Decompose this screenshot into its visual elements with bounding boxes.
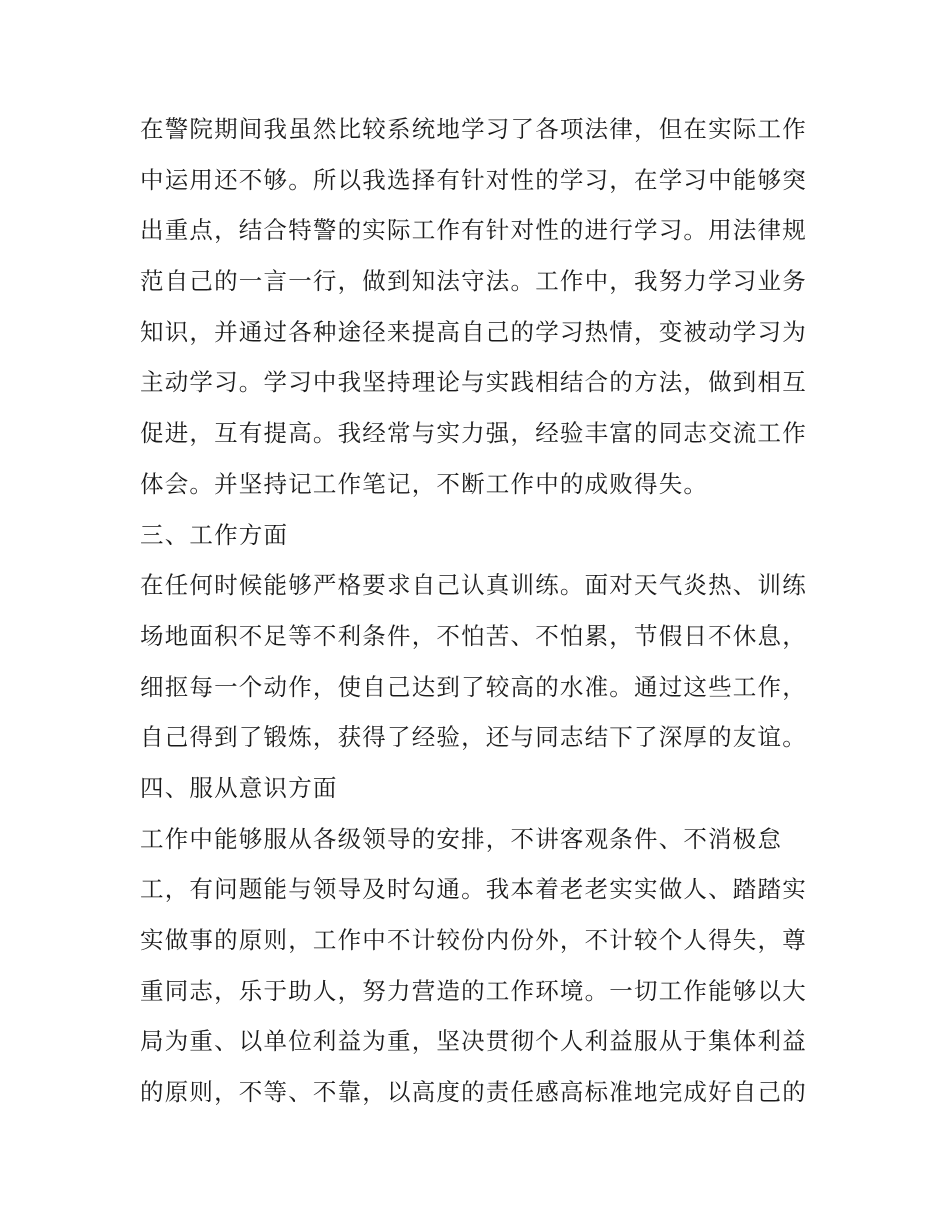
text-line: 细抠每一个动作，使自己达到了较高的水准。通过这些工作， xyxy=(140,672,807,701)
text-line: 工作中能够服从各级领导的安排，不讲客观条件、不消极怠 xyxy=(140,824,783,853)
text-line: 体会。并坚持记工作笔记，不断工作中的成败得失。 xyxy=(140,469,709,498)
text-line: 实做事的原则，工作中不计较份内份外，不计较个人得失，尊 xyxy=(140,926,807,954)
text-line: 局为重、以单位利益为重，坚决贯彻个人利益服从于集体利益 xyxy=(140,1027,807,1056)
text-line: 场地面积不足等不利条件，不怕苦、不怕累，节假日不休息， xyxy=(140,621,807,650)
text-line: 的原则，不等、不靠，以高度的责任感高标准地完成好自己的 xyxy=(140,1078,807,1107)
text-line: 出重点，结合特警的实际工作有针对性的进行学习。用法律规 xyxy=(140,216,807,245)
section-heading: 三、工作方面 xyxy=(140,520,289,549)
text-line: 工，有问题能与领导及时勾通。我本着老老实实做人、踏踏实 xyxy=(140,875,807,904)
text-line: 范自己的一言一行，做到知法守法。工作中，我努力学习业务 xyxy=(140,267,807,296)
text-line: 在任何时候能够严格要求自己认真训练。面对天气炎热、训练 xyxy=(140,571,807,600)
text-line: 在警院期间我虽然比较系统地学习了各项法律，但在实际工作 xyxy=(140,115,807,143)
document-body xyxy=(140,104,820,1118)
section-heading: 四、服从意识方面 xyxy=(140,773,338,802)
text-line: 重同志，乐于助人，努力营造的工作环境。一切工作能够以大 xyxy=(140,976,807,1005)
text-line: 知识，并通过各种途径来提高自己的学习热情，变被动学习为 xyxy=(140,317,807,346)
text-line: 主动学习。学习中我坚持理论与实践相结合的方法，做到相互 xyxy=(140,368,807,397)
text-line: 促进，互有提高。我经常与实力强，经验丰富的同志交流工作 xyxy=(140,419,807,448)
text-line: 中运用还不够。所以我选择有针对性的学习，在学习中能够突 xyxy=(140,165,807,194)
text-line: 自己得到了锻炼，获得了经验，还与同志结下了深厚的友谊。 xyxy=(140,723,807,752)
